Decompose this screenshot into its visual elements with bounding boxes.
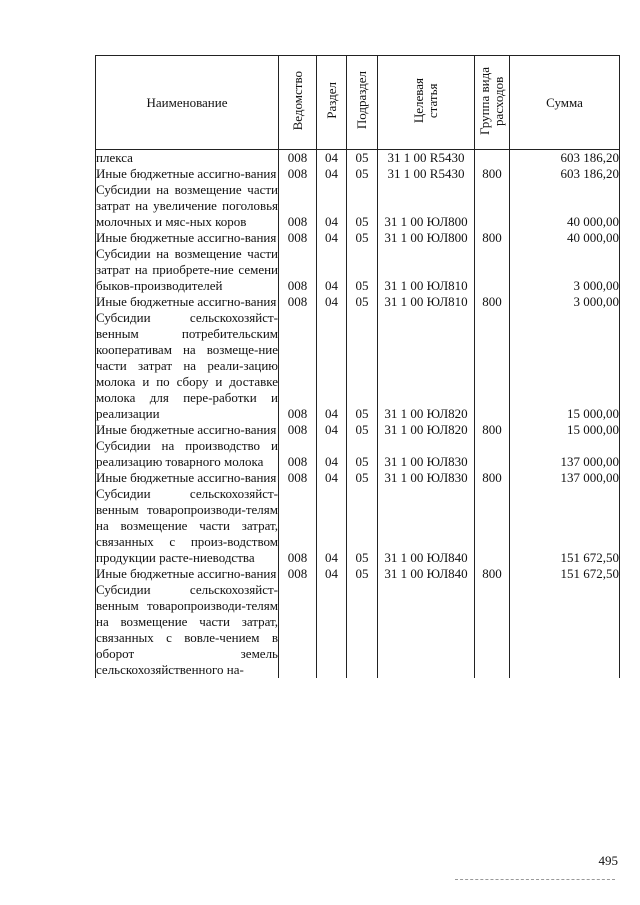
row-celevaya-cell: 31 1 00 R5430 <box>378 166 475 182</box>
table-row <box>96 182 620 230</box>
row-vedomstvo-cell: 008 <box>279 310 317 422</box>
row-celevaya-cell <box>378 582 475 678</box>
row-podrazdel-cell: 05 <box>347 230 378 246</box>
row-name-cell: Иные бюджетные ассигно-вания <box>96 566 279 582</box>
row-name-cell: Иные бюджетные ассигно-вания <box>96 294 279 310</box>
row-gruppa-cell <box>475 438 510 470</box>
row-gruppa-cell: 800 <box>475 230 510 246</box>
row-vedomstvo-cell: 008 <box>279 438 317 470</box>
row-gruppa-cell: 800 <box>475 422 510 438</box>
row-summa-cell: 151 672,50 <box>510 566 620 582</box>
table-row <box>96 486 620 566</box>
table-row <box>96 470 620 486</box>
row-celevaya-cell: 31 1 00 ЮЛ800 <box>378 230 475 246</box>
row-celevaya-cell: 31 1 00 ЮЛ820 <box>378 310 475 422</box>
row-podrazdel-cell: 05 <box>347 246 378 294</box>
row-celevaya-cell: 31 1 00 ЮЛ840 <box>378 486 475 566</box>
row-summa-cell: 3 000,00 <box>510 246 620 294</box>
row-gruppa-cell: 800 <box>475 470 510 486</box>
row-razdel-cell: 04 <box>317 150 347 167</box>
row-gruppa-cell <box>475 310 510 422</box>
row-summa-cell <box>510 582 620 678</box>
row-razdel-cell: 04 <box>317 566 347 582</box>
row-gruppa-cell <box>475 486 510 566</box>
row-vedomstvo-cell: 008 <box>279 150 317 167</box>
row-vedomstvo-cell: 008 <box>279 230 317 246</box>
table-row <box>96 422 620 438</box>
row-name-cell: плекса <box>96 150 279 167</box>
header-name: Наименование <box>96 56 279 150</box>
row-name-cell: Субсидии сельскохозяйст-венным товаропроизводи-телям на возмещение части затрат, связанных с произ-водством продукции расте-ниеводства <box>96 486 278 565</box>
header-celevaya-statya: Целевая статья <box>378 56 475 150</box>
table-row <box>96 166 620 182</box>
row-razdel-cell: 04 <box>317 182 347 230</box>
row-vedomstvo-cell: 008 <box>279 470 317 486</box>
row-podrazdel-cell: 05 <box>347 470 378 486</box>
table-row <box>96 566 620 582</box>
row-razdel-cell: 04 <box>317 246 347 294</box>
row-podrazdel-cell: 05 <box>347 166 378 182</box>
header-summa: Сумма <box>510 56 620 150</box>
row-name-cell: Иные бюджетные ассигно-вания <box>96 470 279 486</box>
row-gruppa-cell <box>475 246 510 294</box>
table-row <box>96 438 620 470</box>
table-row <box>96 230 620 246</box>
row-name-cell: Субсидии сельскохозяйст-венным товаропроизводи-телям на возмещение части затрат, связанных с вовле-чением в оборот земель сельскохозяйственного на- <box>96 582 278 677</box>
header-vedomstvo: Ведомство <box>279 56 317 150</box>
row-celevaya-cell: 31 1 00 ЮЛ800 <box>378 182 475 230</box>
row-name-cell: Субсидии на возмещение части затрат на приобрете-ние семени быков-производителей <box>96 246 278 293</box>
row-gruppa-cell: 800 <box>475 566 510 582</box>
row-celevaya-cell: 31 1 00 ЮЛ810 <box>378 246 475 294</box>
row-vedomstvo-cell: 008 <box>279 422 317 438</box>
row-podrazdel-cell: 05 <box>347 150 378 167</box>
row-vedomstvo-cell: 008 <box>279 294 317 310</box>
row-razdel-cell: 04 <box>317 294 347 310</box>
row-podrazdel-cell: 05 <box>347 310 378 422</box>
table-row <box>96 310 620 422</box>
row-name-cell: Субсидии на производство и реализацию товарного молока <box>96 438 278 469</box>
row-celevaya-cell: 31 1 00 ЮЛ830 <box>378 438 475 470</box>
table-row <box>96 294 620 310</box>
row-name-cell: Иные бюджетные ассигно-вания <box>96 166 279 182</box>
row-summa-cell: 137 000,00 <box>510 438 620 470</box>
row-podrazdel-cell: 05 <box>347 438 378 470</box>
row-podrazdel-cell: 05 <box>347 566 378 582</box>
table-row <box>96 582 620 678</box>
row-vedomstvo-cell: 008 <box>279 486 317 566</box>
row-razdel-cell <box>317 582 347 678</box>
row-summa-cell: 603 186,20 <box>510 150 620 167</box>
row-celevaya-cell: 31 1 00 ЮЛ820 <box>378 422 475 438</box>
row-razdel-cell: 04 <box>317 438 347 470</box>
row-name-cell: Иные бюджетные ассигно-вания <box>96 422 279 438</box>
table-header-row <box>96 56 620 150</box>
row-razdel-cell: 04 <box>317 230 347 246</box>
table-row <box>96 150 620 167</box>
header-podrazdel: Подраздел <box>347 56 378 150</box>
row-razdel-cell: 04 <box>317 470 347 486</box>
row-gruppa-cell: 800 <box>475 294 510 310</box>
row-razdel-cell: 04 <box>317 310 347 422</box>
row-razdel-cell: 04 <box>317 422 347 438</box>
row-summa-cell: 15 000,00 <box>510 422 620 438</box>
row-gruppa-cell <box>475 582 510 678</box>
row-summa-cell: 40 000,00 <box>510 182 620 230</box>
header-razdel: Раздел <box>317 56 347 150</box>
row-summa-cell: 603 186,20 <box>510 166 620 182</box>
row-vedomstvo-cell: 008 <box>279 566 317 582</box>
row-vedomstvo-cell: 008 <box>279 182 317 230</box>
table-row <box>96 246 620 294</box>
row-summa-cell: 15 000,00 <box>510 310 620 422</box>
row-podrazdel-cell: 05 <box>347 182 378 230</box>
row-name-cell: Иные бюджетные ассигно-вания <box>96 230 279 246</box>
row-vedomstvo-cell <box>279 582 317 678</box>
row-podrazdel-cell: 05 <box>347 422 378 438</box>
header-gruppa-vida-rashodov: Группа вида расходов <box>475 56 510 150</box>
row-vedomstvo-cell: 008 <box>279 166 317 182</box>
row-celevaya-cell: 31 1 00 ЮЛ840 <box>378 566 475 582</box>
footer-line <box>455 879 615 880</box>
row-summa-cell: 137 000,00 <box>510 470 620 486</box>
row-summa-cell: 3 000,00 <box>510 294 620 310</box>
row-celevaya-cell: 31 1 00 R5430 <box>378 150 475 167</box>
row-celevaya-cell: 31 1 00 ЮЛ830 <box>378 470 475 486</box>
row-podrazdel-cell <box>347 582 378 678</box>
row-summa-cell: 151 672,50 <box>510 486 620 566</box>
row-name-cell: Субсидии на возмещение части затрат на увеличение поголовья молочных и мяс-ных коров <box>96 182 278 229</box>
row-podrazdel-cell: 05 <box>347 294 378 310</box>
row-gruppa-cell <box>475 150 510 167</box>
row-celevaya-cell: 31 1 00 ЮЛ810 <box>378 294 475 310</box>
row-razdel-cell: 04 <box>317 166 347 182</box>
row-gruppa-cell <box>475 182 510 230</box>
page-number: 495 <box>598 853 618 868</box>
row-razdel-cell: 04 <box>317 486 347 566</box>
row-gruppa-cell: 800 <box>475 166 510 182</box>
row-summa-cell: 40 000,00 <box>510 230 620 246</box>
row-name-cell: Субсидии сельскохозяйст-венным потребительским кооперативам на возмеще-ние части затрат на реали-зацию молока и по сбору и доставке молока для пере-работки и реализации <box>96 310 278 421</box>
budget-table <box>95 55 620 678</box>
row-vedomstvo-cell: 008 <box>279 246 317 294</box>
row-podrazdel-cell: 05 <box>347 486 378 566</box>
